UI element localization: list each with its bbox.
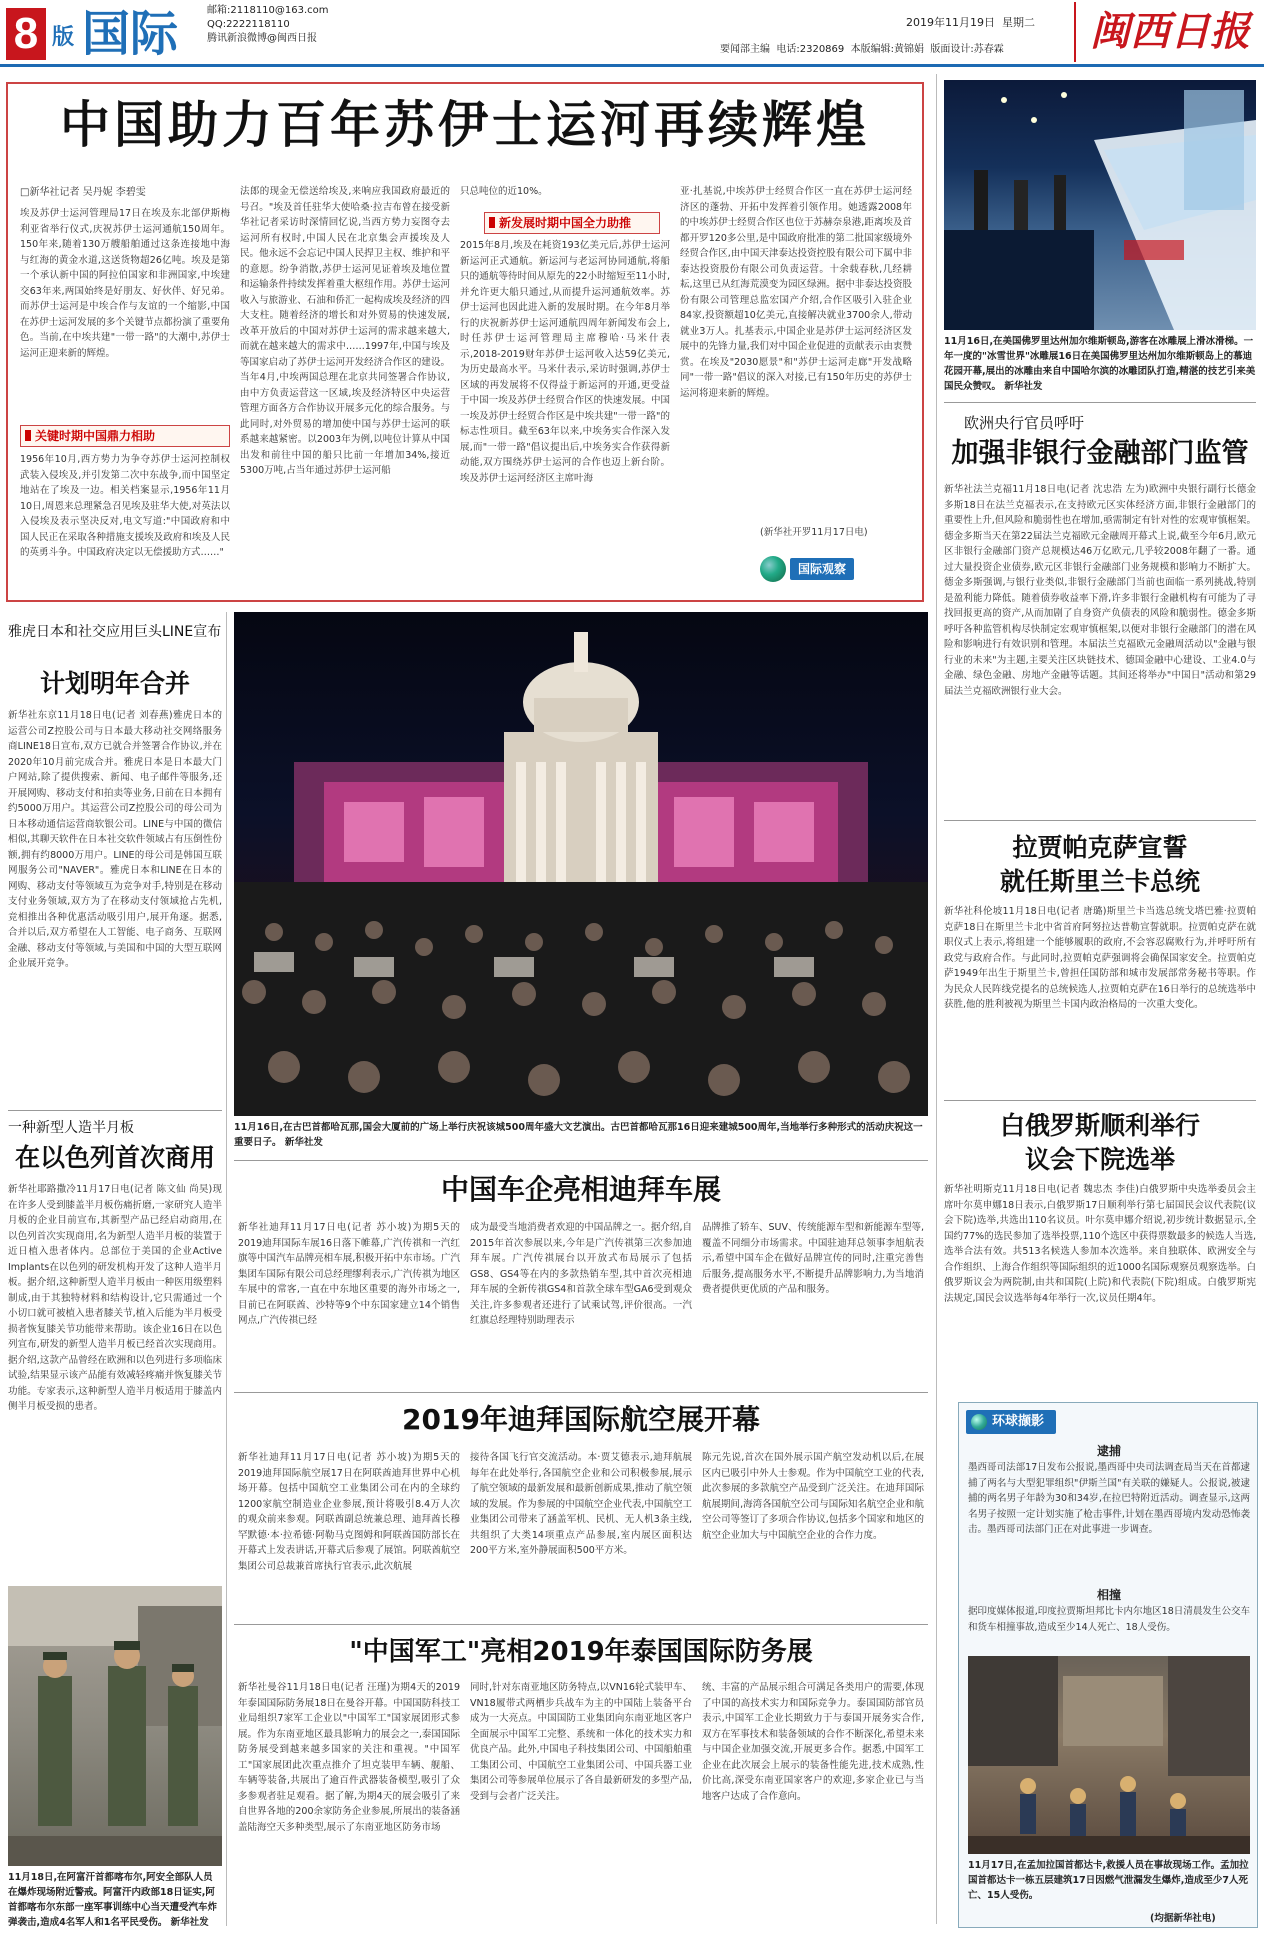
- line-body: 新华社东京11月18日电(记者 刘春燕)雅虎日本的运营公司Z控股公司与日本最大移动社交网络服务商LINE18日宣布,双方已就合并签署合作协议,并在2020年10月前完成合并。雅虎日本是日本最大门户网站,除了提供搜索、新闻、电子邮件等服务,还开展网购、移动支付和拍卖等业务,日前在日本拥有约5000万用户。其运营公司Z控股公司的母公司为日本移动通信运营商软银公司。LINE与中国的微信相似,其聊天软件在日本社交软件领域占有压倒性份额,拥有约8000万用户。LINE的母公司是韩国互联网服务公司"NAVER"。雅虎日本和LINE在日本的网购、移动支付等领域互为竞争对手,特别是在移动支付业务领域,双方为了在移动支付领域抢占先机,竞相推出各种优惠活动吸引用户,展开角逐。据悉,合并以后,双方希望在人工智能、电子商务、互联网金融、移动支付等领域,与美国和中国的大型互联网企业展开竞争。: [8, 710, 222, 969]
- dubai-car-headline: 中国车企亮相迪拜车展: [440, 1173, 721, 1206]
- lead-subhead-2: 新发展时期中国全力助推: [484, 212, 660, 234]
- belarus-headline-1: 白俄罗斯顺利举行: [999, 1111, 1200, 1140]
- qq-text: QQ:2222118110: [207, 19, 290, 30]
- dhaka-rescue-photo: [968, 1656, 1250, 1854]
- airshow-col-2: 接待各国飞行官交流活动。本·贾艾德表示,迪拜航展每年在此处举行,各国航空企业和公司积极参展,展示了航空领域的最新发展和最新创新成果,推动了航空领域的发展。作为参展的中国航空企业代表,中国航空工业集团公司带来了涵盖军机、民机、无人机3条主线,共组织了大类14项重点产品参展,室内展区面积达200平方米,室外静展面积500平方米。: [470, 1452, 692, 1556]
- thai-col-2: 同时,针对东南亚地区防务特点,以VN16轮式装甲车、VN18履带式两栖步兵战车为主的中国陆上装备平台成为一大亮点。中国国防工业集团向东南亚地区客户全面展示中国军工完整、系统和一体化的技术实力和优良产品。此外,中国电子科技集团公司、中国船舶重工集团公司、中国航空工业集团公司、中国兵器工业集团公司等参展单位展示了各自最新研发的多型产品,受到与会者广泛关注。: [470, 1682, 692, 1802]
- lead-col-3: 只总吨位的近10%。: [460, 186, 548, 197]
- airshow-col-3: 陈元先说,首次在国外展示国产航空发动机以后,在展区内已吸引中外人士参观。作为中国航空工业的代表,此次参展的多款航空产品受到广泛关注。在迪拜国际航展期间,海湾各国航空公司与国际知名航空企业和航空公司等签订了多项合作协议,包括多个国家和地区的航空企业加大与中国航空企业的合作力度。: [702, 1452, 924, 1541]
- ice-scene-svg: [944, 80, 1256, 330]
- weibo-text: 腾讯新浪微博@闽西日报: [207, 33, 317, 44]
- header-staff: [720, 40, 1004, 55]
- airshow-col-1: 新华社迪拜11月17日电(记者 苏小坡)为期5天的2019迪拜国际航空展17日在阿联酋迪拜世界中心机场开幕。包括中国航空工业集团公司在内的全球约1200家航空制造业企业参展,预计将吸引8.4万人次的观众前来参观。阿联酋副总统兼总理、迪拜酋长穆罕默德·本·拉希德·阿勒马克图姆和阿联酋国防部长在开幕式上发表讲话,开幕式后参观了展馆。阿联酋航空集团公司总裁兼首席执行官表示,此次航展: [238, 1452, 460, 1572]
- havana-credit: 新华社发: [284, 1137, 323, 1148]
- section-title: 国际: [82, 6, 179, 62]
- line-headline: 计划明年合并: [39, 669, 190, 698]
- kabul-credit: 新华社发: [170, 1917, 209, 1928]
- dubai-car-col-2: 成为最受当地消费者欢迎的中国品牌之一。据介绍,自2015年首次参展以来,今年是广汽传祺第三次参加迪拜车展。广汽传祺展台以开放式布局展示了包括GS8、GS4等在内的多款热销车型,其中首次亮相迪拜车展的全新传祺GS4和首款全球车型GA6受到观众关注,许多参观者还进行了试乘试驾,评价很高。一汽红旗总经理特别助理表示: [470, 1222, 692, 1326]
- newspaper-logo: 闽西日报: [1074, 2, 1260, 62]
- thai-defense-headline: "中国军工"亮相2019年泰国国际防务展: [349, 1637, 813, 1667]
- ice-credit: 新华社发: [1004, 381, 1043, 392]
- lead-subhead-1: 关键时期中国鼎力相助: [20, 425, 230, 447]
- implant-kicker: 一种新型人造半月板: [8, 1120, 134, 1136]
- havana-scene-svg: [234, 612, 928, 1116]
- thai-col-1: 新华社曼谷11月18日电(记者 汪瑾)为期4天的2019年泰国国际防务展18日在曼谷开幕。中国国防科技工业局组织7家军工企业以"中国军工"国家展团形式参展。作为东南亚地区最具影响力的展会之一,泰国国际防务展受到越来越多国家的关注和重视。"中国军工"国家展团此次重点推介了坦克装甲车辆、舰船、车辆等装备,共展出了逾百件武器装备模型,吸引了众多参观者驻足观看。据了解,为期4天的展会吸引了来自世界各地的200余家防务企业参展,所展出的装备涵盖陆海空天多种类型,展示了东南亚地区防务市场: [238, 1682, 460, 1833]
- email-text: 邮箱:2118110@163.com: [207, 5, 329, 16]
- implant-body: 新华社耶路撒冷11月17日电(记者 陈文仙 尚昊)现在许多人受到膝盖半月板伤痛折磨,一家研究人造半月板的企业目前宣布,其新型产品已经启动商用,在以色列首次实现商用,名为新型人造半月板的装置于近日植入患者体内。总部位于美国的企业Active Implants在以色列的研发机构开发了这种人造半月板。据介绍,这种新型人造半月板由一种医用级塑料制成,由于其独特材料和结构设计,它只需通过一个小切口就可被植入患者膝关节,植入后能为半月板受损者恢复膝关节功能带来帮助。该企业16日在以色列宣布,研发的新型人造半月板已经首次实现商用。据介绍,这款产品曾经在欧洲和以色列进行多项临床试验,结果显示该产品能有效减轻疼痛并恢复膝关节功能。专家表示,这种新型人造半月板适用于膝盖内侧半月板受损的患者。: [8, 1184, 222, 1412]
- ice-caption: [944, 334, 1256, 394]
- designer-text: 版面设计:苏春霖: [930, 44, 1004, 55]
- line-kicker: 雅虎日本和社交应用巨头LINE宣布: [8, 624, 222, 640]
- header-date: [906, 14, 1035, 30]
- page-number-badge: 8: [6, 8, 46, 60]
- world-credit: (均据新华社电): [1150, 1913, 1216, 1924]
- soldiers-scene-svg: [8, 1586, 222, 1866]
- masthead: [0, 0, 1264, 70]
- masthead-rule: [0, 64, 1264, 67]
- date-text: 2019年11月19日: [906, 16, 995, 29]
- world-snapshot-label: [966, 1410, 1056, 1434]
- europe-headline: 加强非银行金融部门监管: [951, 438, 1249, 469]
- kabul-caption-text: 11月18日,在阿富汗首都喀布尔,阿安全部队人员在爆炸现场附近警戒。阿富汗内政部18日证实,阿首都喀布尔东部一座军事训练中心当天遭受汽车炸弹袭击,造成4名军人和1名平民受伤。: [8, 1872, 218, 1928]
- globe-icon: [971, 1414, 987, 1430]
- lead-col-3b: 2015年8月,埃及在耗资193亿美元后,苏伊士运河新运河正式通航。新运河与老运河协同通航,将船只的通航等待时间从原先的22小时缩短至11小时,并允许更大船只通过,从而提升运河通航效率。苏伊士运河也因此进入新的发展时期。在今年8月举行的庆祝新苏伊士运河通航四周年新闻发布会上,时任苏伊士运河管理局主席穆哈·马米什表示,2018-2019财年苏伊士运河收入达59亿美元,为历史最高水平。马米什表示,采访时强调,苏伊士区域的再发展将不仅得益于新运河的开通,更受益于中国一埃及苏伊士经贸合作区的快速发展。中国一埃及苏伊士经贸合作区是中埃共建"一带一路"的标志性项目。截至63年以来,中埃务实合作深入发展,而"一带一路"倡议提出后,中埃务实合作获得新动能,双方围绕苏伊士运河的合作也迈上新台阶。埃及苏伊士运河经济区主席叶海: [460, 240, 670, 484]
- srilanka-body: 新华社科伦坡11月18日电(记者 唐璐)斯里兰卡当选总统戈塔巴雅·拉贾帕克萨18日在斯里兰卡北中省首府阿努拉达普勒宣誓就职。拉贾帕克萨在就职仪式上表示,将组建一个能够履职的政府,不会容忍腐败行为,并呼吁所有政党与政府合作。与此同时,拉贾帕克萨强调将会确保国家安全。拉贾帕克萨1949年出生于斯里兰卡,曾担任国防部和城市发展部常务秘书等职。作为民众人民阵线党提名的总统候选人,拉贾帕克萨在16日举行的总统选举中获胜,他的胜利被视为斯里兰卡国内政治格局的一次重大变化。: [944, 906, 1256, 1010]
- page-suffix: 版: [52, 25, 75, 50]
- dubai-car-col-3: 品牌推了轿车、SUV、传统能源车型和新能源车型等,覆盖不同细分市场需求。中国驻迪拜总领事李旭航表示,希望中国车企在做好品牌宣传的同时,注重完善售后服务,提高服务水平,不断提升品牌影响力,为当地消费者提供更优质的产品和服务。: [702, 1222, 924, 1295]
- europe-body: 新华社法兰克福11月18日电(记者 沈忠浩 左为)欧洲中央银行副行长德金多斯18日在法兰克福表示,在支持欧元区实体经济方面,非银行金融部门的重要性上升,但风险和脆弱性也在增加,亟需制定有针对性的宏观审慎框架。德金多斯当天在第22届法兰克福欧元金融周开幕式上说,截至今年6月,欧元区非银行金融部门资产总规模达46万亿欧元,几乎较2008年翻了一番。通过大量投资企业债券,欧元区非银行金融部门业务规模和影响力不断扩大。德金多斯强调,与银行业类似,非银行金融部门当前也面临一系列挑战,特别是盈利能力降低。随着债券收益率下滑,许多非银行金融机构有可能为了寻找回报更高的资产,从而加剧了自身资产负债表的风险和脆弱性。德金多斯呼吁各种监管机构尽快制定宏观审慎框架,以便对非银行金融部门的潜在风险和影响进行有效识别和管理。本届法兰克福欧元金融周活动以"金融与银行业的未来"为主题,主要关注区块链技术、德国金融中心建设、工业4.0与金融、绿色金融、房地产金融等话题。其间还将举办"中国日"活动和第29届法兰克福欧洲银行业大会。: [944, 484, 1256, 697]
- belarus-body: 新华社明斯克11月18日电(记者 魏忠杰 李佳)白俄罗斯中央选举委员会主席叶尔莫申娜18日表示,白俄罗斯17日顺利举行第七届国民会议代表院(议会下院)选举,共选出110名议员。叶尔莫申娜介绍说,初步统计数据显示,全国约77%的选民参加了选举投票,110个选区中获得票数最多的候选人当选,选举合法有效。共513名候选人参加本次选举。来自独联体、欧洲安全与合作组织、上海合作组织等国际组织的近1000名国际观察员观察选举。白俄罗斯议会为两院制,由共和国院(上院)和代表院(下院)组成。白俄罗斯宪法规定,国民会议选举每4年举行一次,议员任期4年。: [944, 1184, 1256, 1304]
- lead-col-1: 埃及苏伊士运河管理局17日在埃及东北部伊斯梅利亚省举行仪式,庆祝苏伊士运河通航150周年。150年来,随着130万艘船舶通过这条连接地中海与红海的黄金水道,这送货物超26亿吨。埃及是第一个承认新中国的阿拉伯国家和非洲国家,中埃建交63年来,两国始终是好朋友、好伙伴、好兄弟。而苏伊士运河是中埃合作与友谊的一个缩影,中国在苏伊士运河发展的多个关键节点都扮演了重要角色。当前,在中埃共建"一带一路"的大潮中,苏伊士运河正迎来新的辉煌。: [20, 208, 230, 359]
- kabul-soldiers-photo: [8, 1586, 222, 1866]
- ice-caption-text: 11月16日,在美国佛罗里达州加尔维斯顿岛,游客在冰雕展上滑冰滑梯。一年一度的"冰雪世界"冰雕展16日在美国佛罗里达州加尔维斯顿岛上的慕迪花园开幕,展出的冰雕由来自中国哈尔滨的冰雕团队打造,精湛的技艺引来美国民众赞叹。: [944, 336, 1256, 392]
- editor-text: 要闻部主编: [720, 44, 770, 55]
- weekday-text: 星期二: [1002, 16, 1035, 29]
- havana-capitol-photo: [234, 612, 928, 1116]
- lead-endnote: (新华社开罗11月17日电): [760, 527, 868, 538]
- airshow-headline: 2019年迪拜国际航空展开幕: [402, 1403, 760, 1436]
- duty-editor-text: 本版编辑:黄锦娟: [850, 44, 924, 55]
- thai-col-3: 统、丰富的产品展示组合可满足各类用户的需要,体现了中国的高技术实力和国际竞争力。泰国国防部官员表示,中国军工企业长期致力于与泰国开展务实合作,双方在军事技术和装备领域的合作不断深化,希望未来与中国企业加强交流,开展更多合作。据悉,中国军工企业在此次展会上展示的装备性能先进,技术成熟,性价比高,深受东南亚国家客户的欢迎,多家企业已与当地客户达成了合作意向。: [702, 1682, 924, 1802]
- kabul-caption: [8, 1870, 222, 1928]
- world-item1-title: 逮捕: [1096, 1444, 1121, 1458]
- world-item2-title: 相撞: [1096, 1588, 1121, 1602]
- srilanka-headline-1: 拉贾帕克萨宣誓: [1012, 833, 1188, 862]
- world-snapshot-title: 环球撷影: [992, 1414, 1045, 1429]
- belarus-headline-2: 议会下院选举: [1024, 1145, 1175, 1174]
- world-item2-body: 据印度媒体报道,印度拉贾斯坦邦比卡内尔地区18日清晨发生公交车和货车相撞事故,造成至少14人死亡、18人受伤。: [968, 1606, 1250, 1633]
- dhaka-caption: 11月17日,在孟加拉国首都达卡,救援人员在事故现场工作。孟加拉国首都达卡一栋五层建筑17日因燃气泄漏发生爆炸,造成至少7人死亡、15人受伤。: [968, 1860, 1249, 1901]
- ice-slide-photo: [944, 80, 1256, 330]
- havana-caption: [234, 1120, 928, 1154]
- dubai-car-col-1: 新华社迪拜11月17日电(记者 苏小坡)为期5天的2019迪拜国际车展16日落下帷幕,广汽传祺和一汽红旗等中国汽车品牌亮相车展,积极开拓中东市场。广汽集团车国际有限公司总经理缪利表示,广汽传祺为地区车展中的常客,一直在中东地区重要的海外市场之一,目前已在阿联酋、沙特等9个中东国家建立14个销售网点,广汽传祺已经: [238, 1222, 460, 1326]
- international-watch-badge: [760, 554, 880, 584]
- phone-text: 电话:2320869: [776, 44, 845, 55]
- lead-headline: 中国助力百年苏伊士运河再续辉煌: [60, 95, 870, 154]
- international-watch-label: 国际观察: [790, 558, 854, 580]
- lead-byline: □新华社记者 吴丹妮 李碧雯: [20, 187, 146, 198]
- europe-kicker: 欧洲央行官员呼吁: [964, 414, 1085, 432]
- srilanka-headline-2: 就任斯里兰卡总统: [999, 867, 1200, 896]
- havana-caption-text: 11月16日,在古巴首都哈瓦那,国会大厦前的广场上举行庆祝该城500周年盛大文艺演出。古巴首都哈瓦那16日迎来建城500周年,当地举行多种形式的活动庆祝这一重要日子。: [234, 1122, 923, 1148]
- lead-col-4: 亚·扎基说,中埃苏伊士经贸合作区一直在苏伊士运河经济区的蓬勃、开拓中发挥着引领作用。她透露2008年的中埃苏伊士经贸合作区也位于苏赫奈泉港,距离埃及首都开罗120多公里,是中国政府批准的第二批国家级境外经贸合作区,由中国天津泰达投资控股有限公司下属中非泰达投资股份有限公司负责运营。十余载春秋,几经耕耘,这里已从红海荒漠变为园区绿洲。据中非泰达投资股份有限公司管理总监宏国产介绍,合作区吸引入驻企业84家,投资额超10亿美元,直接解决就业3700余人,带动就业3万人。扎基表示,中国企业是苏伊士运河经济区发展中的先锋力量,我们对中国企业促进的贡献表示由衷赞赏。在埃及"2030愿景"和"苏伊士运河走廊"开发战略同"一带一路"倡议的深入对接,已有150年历史的苏伊士运河将迎来新的辉煌。: [680, 186, 912, 399]
- implant-headline: 在以色列首次商用: [14, 1143, 215, 1172]
- world-item1-body: 墨西哥司法部17日发布公报说,墨西哥中央司法调查局当天在首都逮捕了两名与大型犯罪组织"伊斯兰国"有关联的嫌疑人。公报说,被逮捕的两名男子年龄为30和34岁,在拉巴特附近活动。调查显示,这两名男子按照一定计划实施了枪击事件,计划在墨西哥境内发动恐怖袭击。墨西哥司法部门正在对此事进一步调查。: [968, 1462, 1250, 1535]
- globe-icon: [760, 556, 786, 582]
- rescue-scene-svg: [968, 1656, 1250, 1854]
- lead-col-2: 法郎的现金无偿送给埃及,来响应我国政府最近的号召。"埃及首任驻华大使哈桑·拉吉布曾在接受新华社记者采访时深情回忆说,当西方势力妄图夺去运河所有权时,中国人民在北京集会声援埃及人民。他永远不会忘记中国人民捍卫主权、维护和平的意愿。纷争消散,苏伊士运河见证着埃及地位置和运输条件持续发挥着重大枢纽作用。苏伊士运河收入与旅游业、石油和侨汇一起构成埃及经济的四大支柱。随着经济的增长和对外贸易的快速发展,改革开放后的中国对苏伊士运河的需求越来越大,而就在越来越大的需求中……1997年,中国与埃及等国家启动了苏伊士运河开发经济合作区的建设。当年4月,中埃两国总理在北京共同签署合作协议,由中方负责运营这一区域,埃及经济特区中央运营管理方面各方合作协议开展多元化的综合服务。与此同时,对外贸易的增加使中国与苏伊士运河的联系越来越紧密。以2003年为例,以吨位计算从中国出发和前往中国的船只比前一年增加34%,接近5300万吨,占当年通过苏伊士运河船: [240, 186, 450, 476]
- header-contacts: [207, 4, 329, 46]
- lead-col-1b: 1956年10月,西方势力为争夺苏伊士运河控制权武装入侵埃及,并引发第二次中东战争,而中国坚定地站在了埃及一边。相关档案显示,1956年11月10日,周恩来总理紧急召见埃及驻华大使,对英法以入侵埃及表示坚决反对,电文写道:"中国政府和中国人民正在采取各种措施支援埃及政府和埃及人民的英勇斗争。中国政府决定以无偿援助方式……": [20, 454, 230, 558]
